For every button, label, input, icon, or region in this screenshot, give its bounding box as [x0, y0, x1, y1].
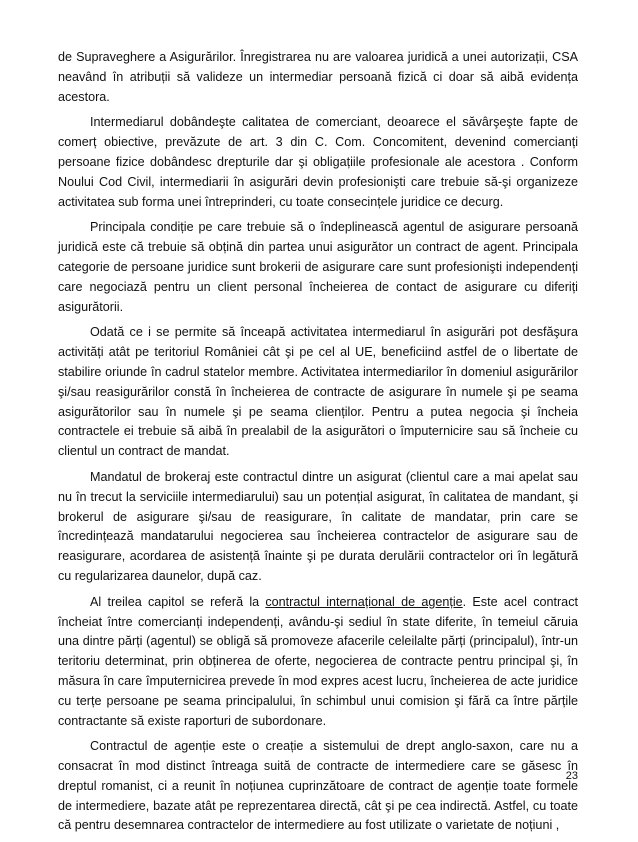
- paragraph-1: de Supraveghere a Asigurărilor. Înregistrarea nu are valoarea juridică a unei autorizații, CSA neavând în atribuții să valideze un intermediar persoană fizică ci doar să aibă evidența acestora.: [58, 50, 578, 104]
- document-body: [58, 48, 578, 842]
- paragraph-6: [58, 593, 578, 732]
- paragraph-4: Odată ce i se permite să înceapă activitatea intermediarul în asigurări pot desfăşura activități atât pe teritoriul României cât şi pe cel al UE, beneficiind astfel de o libertate de stabilire oriunde în cadrul statelor membre. Activitatea intermediarilor în domeniul asigurărilor şi/sau reasigurărilor constă în încheierea de contracte de asigurare în numele şi pe seama asigurătorilor sau în numele şi pe seama clienților. Pentru a putea negocia şi încheia contractele ei trebuie să aibă în prealabil de la asigurători o împuternicire sau să încheie cu clientul un contract de mandat.: [58, 325, 578, 459]
- paragraph-3: Principala condiție pe care trebuie să o îndeplinească agentul de asigurare persoană juridică este că trebuie să obțină din partea unui asigurător un contract de agent. Principala categorie de persoane juridice sunt brokerii de asigurare care sunt profesionişti independenți care negociază pentru un client personal încheierea de contact de asigurare cu diferiți asigurătorii.: [58, 220, 578, 314]
- paragraph-2: Intermediarul dobândeşte calitatea de comerciant, deoarece el săvârşeşte fapte de comerț obiective, prevăzute de art. 3 din C. Com. Concomitent, devenind comercianți persoane fizice dobândesc drepturile dar şi obligațiile profesionale ale acestora . Conform Noului Cod Civil, intermediarii în asigurări devin profesionişti care trebuie să-şi organizeze activitatea sub forma unei întreprinderi, cu toate consecințele juridice ce decurg.: [58, 115, 578, 209]
- page-number: 23: [565, 770, 578, 782]
- paragraph-5: Mandatul de brokeraj este contractul dintre un asigurat (clientul care a mai apelat sau nu în trecut la serviciile intermediarului) sau un potențial asigurat, în calitatea de mandant, şi brokerul de asigurare şi/sau de reasigurare, în calitate de mandatar, prin care se încredințează mandatarului negocierea sau încheierea contractelor de asigurare sau de reasigurare, acordarea de asistență înainte şi pe durata derulării contractelor ori în legătură cu regularizarea daunelor, după caz.: [58, 469, 578, 583]
- underlined-term: contractul internațional de agenție: [265, 594, 463, 609]
- paragraph-6-start: Al treilea capitol se referă la: [90, 594, 266, 609]
- paragraph-6-rest: . Este acel contract încheiat între comercianți independenți, avându-şi sediul în state diferite, în temeiul căruia una dintre părți (agentul) se obligă să promoveze afacerile celeilalte părți (principalul), într-un teritoriu determinat, prin obținerea de oferte, negocierea de contracte pentru principal şi, în măsura în care împuternicirea prevede în mod expres acest lucru, încheierea de acte juridice cu terțe persoane pe seama principalului, în schimbul unui comision şi fără ca între părțile contractante să existe raporturi de subordonare.: [58, 594, 578, 728]
- paragraph-7: Contractul de agenție este o creație a sistemului de drept anglo-saxon, care nu a consacrat în mod distinct întreaga suită de contracte de intermediere care se găsesc în dreptul romanist, ci a reunit în noțiunea cuprinzătoare de contract de agenție toate formele de intermediere, bazate atât pe reprezentarea directă, cât şi pe cea indirectă. Astfel, cu toate că pentru desemnarea contractelor de intermediere au fost utilizate o varietate de noțiuni ,: [58, 739, 578, 833]
